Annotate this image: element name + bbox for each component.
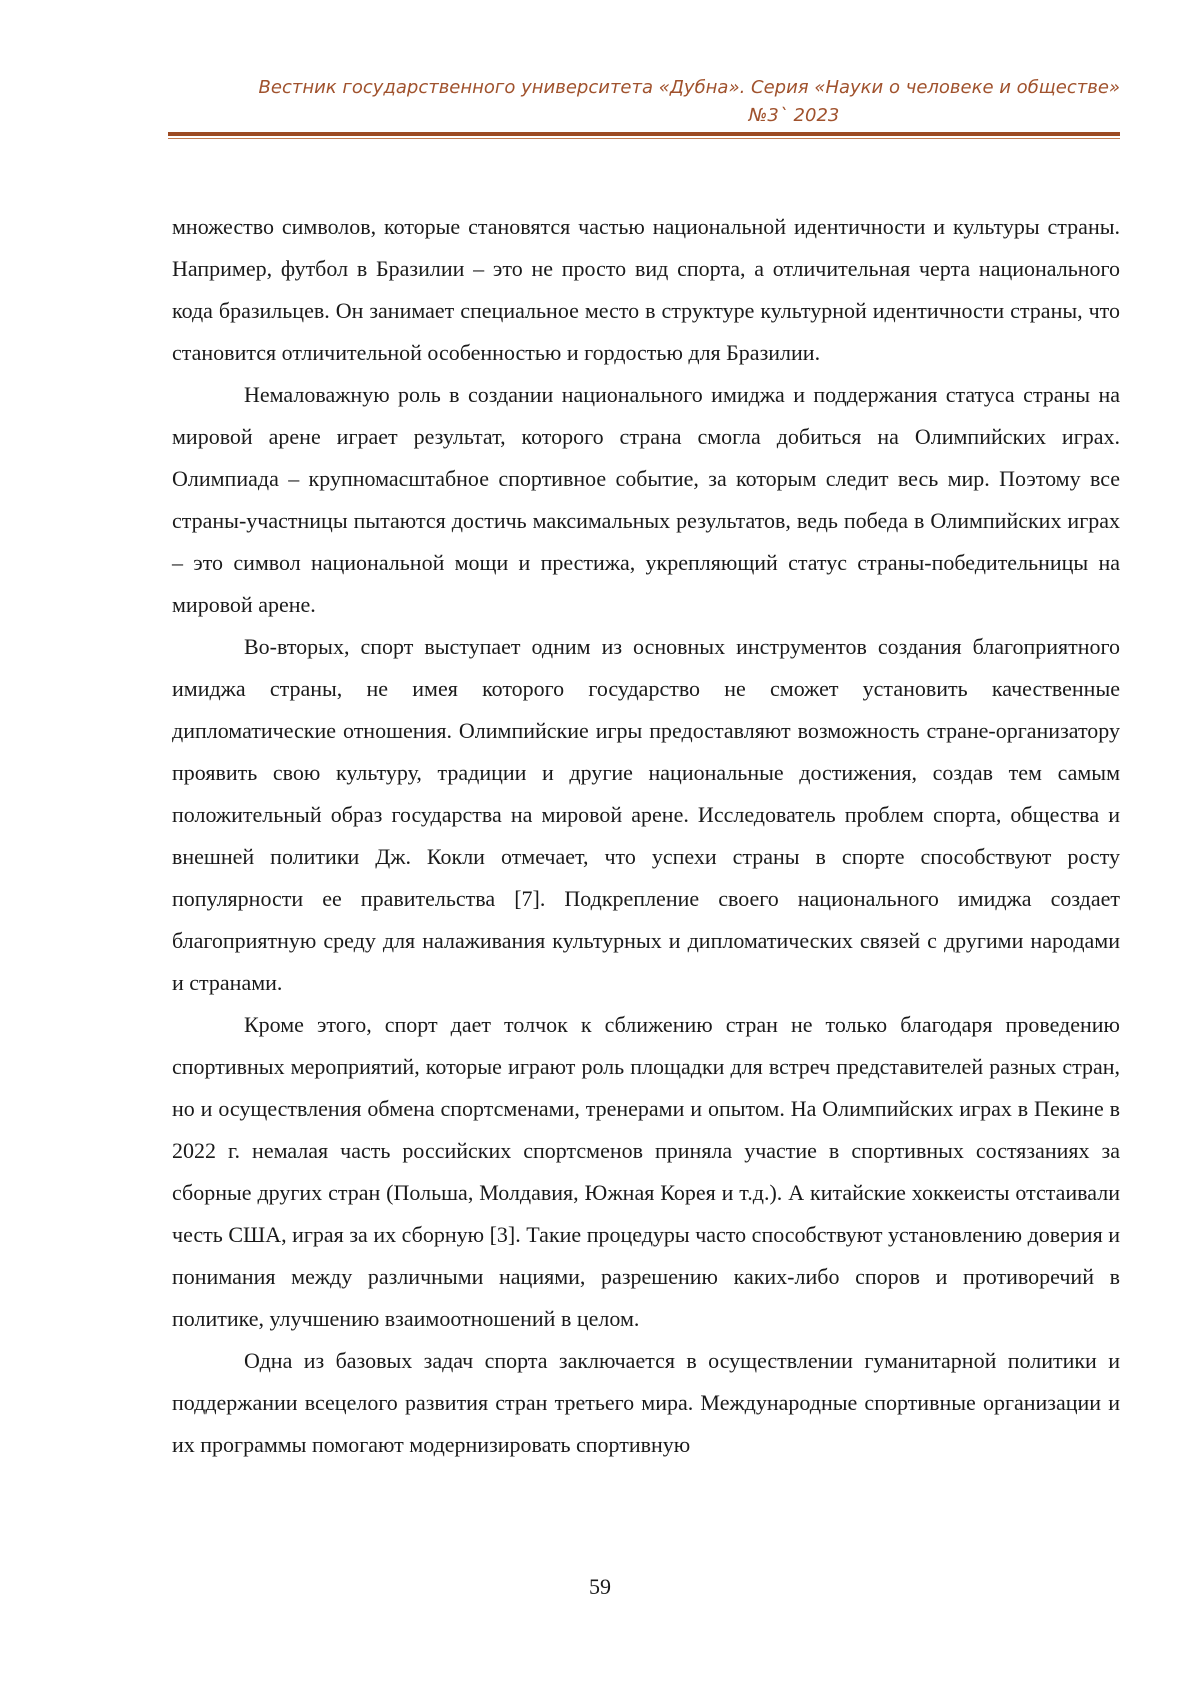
body-text — [172, 206, 1120, 1466]
header-rule-thick — [168, 132, 1120, 136]
header-rule-thin — [168, 138, 1120, 139]
journal-title: Вестник государственного университета «Дубна». Серия «Науки о человеке и обществе» — [168, 74, 1120, 102]
issue-number: №3` 2023 — [168, 102, 1120, 130]
page-number: 59 — [0, 1572, 1200, 1602]
paragraph-3: Во-вторых, спорт выступает одним из основных инструментов создания благоприятного имиджа страны, не имея которого государство не сможет установить качественные дипломатические отношения. Олимпийские игры предоставляют возможность стране-организатору проявить свою культуру, традиции и другие национальные достижения, создав тем самым положительный образ государства на мировой арене. Исследователь проблем спорта, общества и внешней политики Дж. Кокли отмечает, что успехи страны в спорте способствуют росту популярности ее правительства [7]. Подкрепление своего национального имиджа создает благоприятную среду для налаживания культурных и дипломатических связей с другими народами и странами. — [172, 626, 1120, 1004]
paragraph-5: Одна из базовых задач спорта заключается в осуществлении гуманитарной политики и поддержании всецелого развития стран третьего мира. Международные спортивные организации и их программы помогают модернизировать спортивную — [172, 1340, 1120, 1466]
header-rule — [168, 132, 1120, 139]
document-page — [0, 0, 1200, 1698]
paragraph-2: Немаловажную роль в создании национального имиджа и поддержания статуса страны на мировой арене играет результат, которого страна смогла добиться на Олимпийских играх. Олимпиада – крупномасштабное спортивное событие, за которым следит весь мир. Поэтому все страны-участницы пытаются достичь максимальных результатов, ведь победа в Олимпийских играх – это символ национальной мощи и престижа, укрепляющий статус страны-победительницы на мировой арене. — [172, 374, 1120, 626]
paragraph-4: Кроме этого, спорт дает толчок к сближению стран не только благодаря проведению спортивных мероприятий, которые играют роль площадки для встреч представителей разных стран, но и осуществления обмена спортсменами, тренерами и опытом. На Олимпийских играх в Пекине в 2022 г. немалая часть российских спортсменов приняла участие в спортивных состязаниях за сборные других стран (Польша, Молдавия, Южная Корея и т.д.). А китайские хоккеисты отстаивали честь США, играя за их сборную [3]. Такие процедуры часто способствуют установлению доверия и понимания между различными нациями, разрешению каких-либо споров и противоречий в политике, улучшению взаимоотношений в целом. — [172, 1004, 1120, 1340]
running-header — [168, 74, 1120, 130]
paragraph-1: множество символов, которые становятся частью национальной идентичности и культуры страны. Например, футбол в Бразилии – это не просто вид спорта, а отличительная черта национального кода бразильцев. Он занимает специальное место в структуре культурной идентичности страны, что становится отличительной особенностью и гордостью для Бразилии. — [172, 206, 1120, 374]
